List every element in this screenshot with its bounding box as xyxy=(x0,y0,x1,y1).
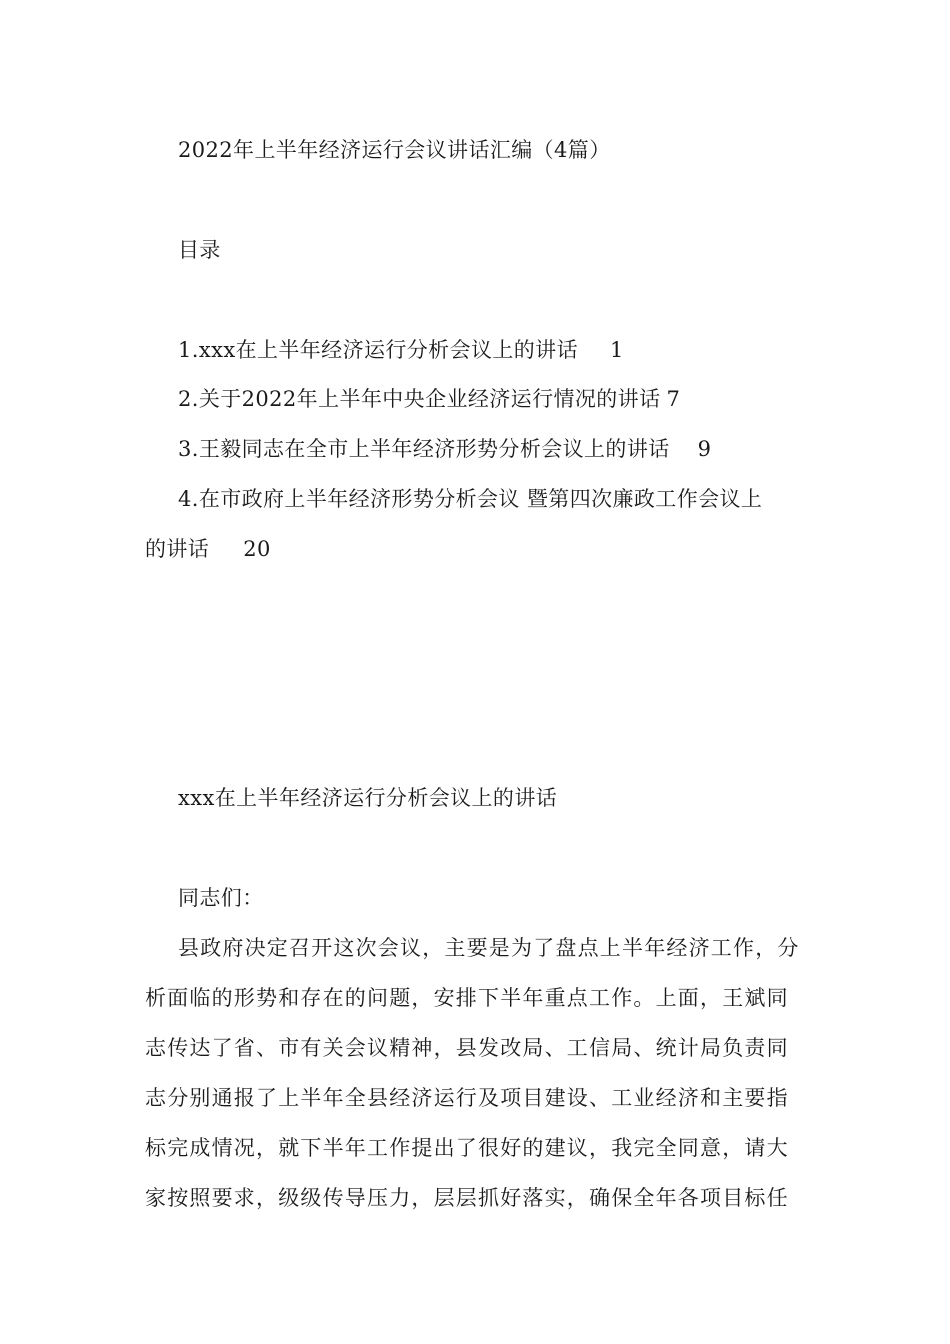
paragraph-line: 志分别通报了上半年全县经济运行及项目建设、工业经济和主要指 xyxy=(145,1086,789,1110)
toc-entry-text-line2: 的讲话 xyxy=(145,537,210,561)
paragraph-line: 志传达了省、市有关会议精神，县发改局、工信局、统计局负责同 xyxy=(145,1036,789,1060)
toc-entry-text: 1.xxx在上半年经济运行分析会议上的讲话 xyxy=(178,338,578,362)
toc-entry-text: 3.王毅同志在全市上半年经济形势分析会议上的讲话 xyxy=(178,437,670,461)
toc-entry-2[interactable] xyxy=(178,387,843,411)
paragraph-line: 析面临的形势和存在的问题，安排下半年重点工作。上面，王斌同 xyxy=(145,986,789,1010)
greeting: 同志们： xyxy=(178,886,264,910)
toc-entry-4[interactable] xyxy=(178,487,843,511)
document-title: 2022年上半年经济运行会议讲话汇编（4篇） xyxy=(178,138,611,162)
paragraph-line: 县政府决定召开这次会议，主要是为了盘点上半年经济工作，分 xyxy=(178,936,800,960)
paragraph-line: 标完成情况，就下半年工作提出了很好的建议，我完全同意，请大 xyxy=(145,1136,789,1160)
section-title: xxx在上半年经济运行分析会议上的讲话 xyxy=(178,786,558,810)
toc-page-number: 20 xyxy=(243,537,271,561)
toc-entry-text: 2.关于2022年上半年中央企业经济运行情况的讲话 xyxy=(178,387,661,411)
toc-page-number: 7 xyxy=(666,387,681,411)
paragraph-line: 家按照要求，级级传导压力，层层抓好落实，确保全年各项目标任 xyxy=(145,1186,789,1210)
toc-heading: 目录 xyxy=(178,238,221,262)
toc-entry-text-line1: 4.在市政府上半年经济形势分析会议 暨第四次廉政工作会议上 xyxy=(178,487,763,511)
toc-page-number: 1 xyxy=(609,338,624,362)
toc-entry-4-continued[interactable] xyxy=(145,537,810,561)
toc-page-number: 9 xyxy=(697,437,712,461)
toc-entry-1[interactable] xyxy=(178,338,843,362)
toc-entry-3[interactable] xyxy=(178,437,843,461)
